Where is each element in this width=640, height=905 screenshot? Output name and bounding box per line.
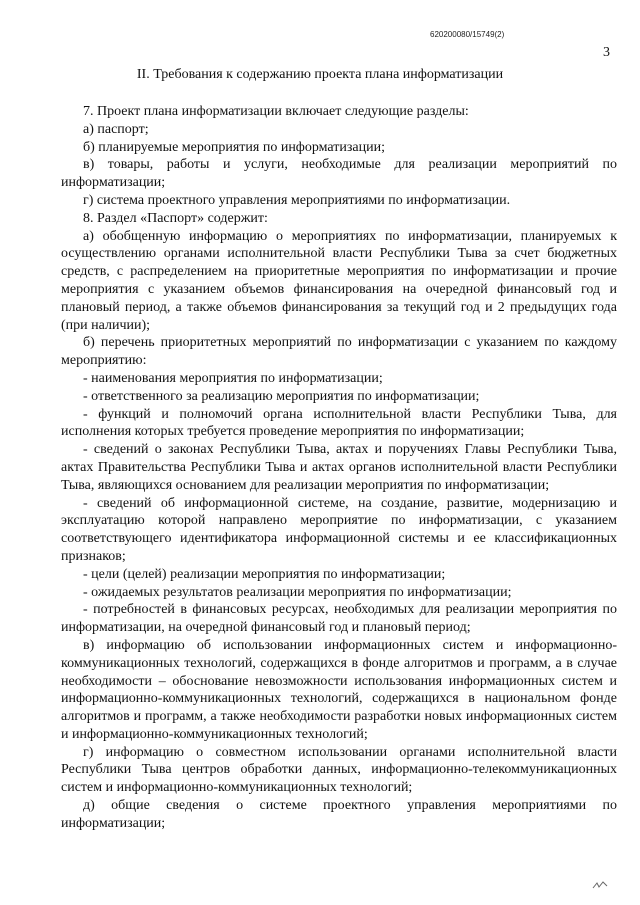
paragraph: - функций и полномочий органа исполнительной власти Республики Тыва, для исполнения которых требуется проведение мероприятия по информатизации; (61, 406, 617, 440)
paragraph: - потребностей в финансовых ресурсах, необходимых для реализации мероприятия по информатизации, на очередной финансовый год и плановый период; (61, 602, 617, 636)
paragraph: д) общие сведения о системе проектного управления мероприятиями по информатизации; (61, 798, 617, 831)
paragraph: - ответственного за реализацию мероприятия по информатизации; (83, 388, 480, 404)
paragraph: - сведений о законах Республики Тыва, актах и поручениях Главы Республики Тыва, актах Правительства Республики Тыва и актах органов исполнительной власти Республики Тыва, являющихся основанием для реализации мероприятия по информатизации; (61, 442, 617, 493)
paragraph: а) паспорт; (83, 121, 149, 137)
paragraph: г) информацию о совместном использовании органами исполнительной власти Республики Тыва центров обработки данных, информационно-телекоммуникационных систем и информационно-коммуникационных технологий; (61, 744, 617, 796)
paragraph: б) планируемые мероприятия по информатизации; (83, 139, 386, 155)
paragraph: 7. Проект плана информатизации включает следующие разделы: (83, 104, 469, 119)
paragraph: 8. Раздел «Паспорт» содержит: (83, 210, 268, 226)
section-title: II. Требования к содержанию проекта плана информатизации (136, 67, 504, 82)
document-registration-stamp: 620200080/15749(2) (430, 30, 505, 39)
paragraph: б) перечень приоритетных мероприятий по информатизации с указанием по каждому мероприятию: (61, 335, 617, 369)
paragraph: а) обобщенную информацию о мероприятиях по информатизации, планируемых к осуществлению органами исполнительной власти Республики Тыва за счет бюджетных средств, с распределением на приоритетные мероприятия по информатизации и прочие мероприятия с указанием объемов финансирования на очередной финансовый год и плановый период, а также объемов финансирования за текущий год и 2 предыдущих года (при наличии); (61, 228, 617, 333)
paragraph: - цели (целей) реализации мероприятия по информатизации; (83, 566, 446, 582)
paragraph: г) система проектного управления мероприятиями по информатизации. (83, 192, 511, 208)
page-number: 3 (603, 45, 610, 60)
paragraph: в) информацию об использовании информационных систем и информационно-коммуникационных технологий, содержащихся в фонде алгоритмов и программ, а в случае необходимости – обоснование невозможности использования информационных систем и информационно-коммуникационных технологий, содержащихся в национальном фонде алгоритмов и программ, а также необходимости разработки новых информационных систем и информационно-коммуникационных технологий; (61, 637, 617, 742)
handwritten-mark (592, 880, 608, 893)
paragraph: - сведений об информационной системе, на создание, развитие, модернизацию и эксплуатацию которой направлено мероприятие по информатизации, с указанием соответствующего идентификатора информационной системы и ее классификационных признаков; (61, 495, 617, 564)
document-body (61, 103, 617, 833)
paragraph: - ожидаемых результатов реализации мероприятия по информатизации; (83, 584, 512, 600)
paragraph: в) товары, работы и услуги, необходимые для реализации мероприятий по информатизации; (61, 157, 617, 191)
paragraph: - наименования мероприятия по информатизации; (83, 370, 383, 386)
